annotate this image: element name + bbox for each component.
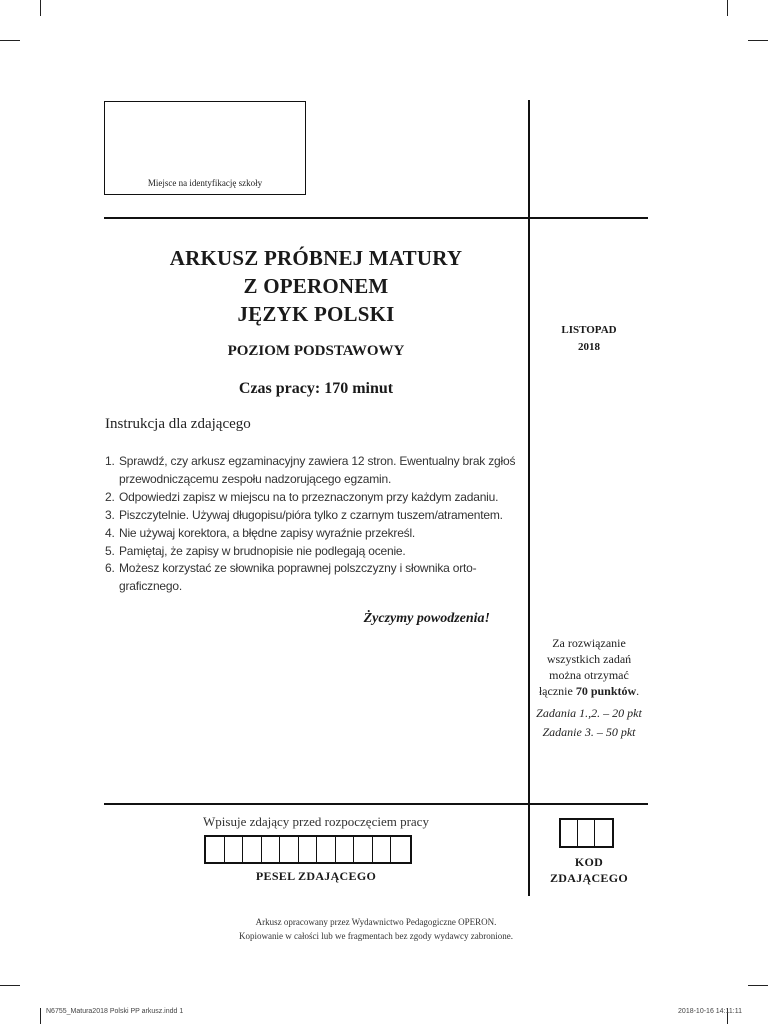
kod-label-line-2: ZDAJĄCEGO xyxy=(549,871,629,885)
instruction-item xyxy=(105,453,525,489)
instruction-number: 4. xyxy=(105,525,115,540)
time-label: Czas pracy: 170 minut xyxy=(238,380,394,397)
instruction-number: 3. xyxy=(105,507,115,522)
instruction-item xyxy=(105,543,525,561)
instruction-item xyxy=(105,525,525,543)
pesel-digit-cell[interactable] xyxy=(336,837,355,862)
tasks-line-2: Zadanie 3. – 50 pkt xyxy=(542,725,636,739)
school-id-label: Miejsce na identyfikację szkoły xyxy=(147,178,263,188)
publisher-footer xyxy=(104,915,648,943)
kod-digit-cell[interactable] xyxy=(595,820,612,846)
pesel-caption: Wpisuje zdający przed rozpoczęciem pracy xyxy=(203,814,429,829)
points-line-1: Za rozwiązanie xyxy=(552,636,626,650)
instruction-text: Możesz korzystać ze słownika poprawnej polszczyzny i słownika orto-graficznego. xyxy=(119,561,477,594)
tasks-line-1: Zadania 1.,2. – 20 pkt xyxy=(536,706,642,720)
points-line-3: można otrzymać xyxy=(549,668,629,682)
pesel-digit-cell[interactable] xyxy=(317,837,336,862)
footer-line-2: Kopiowanie w całości lub we fragmentach bez zgody wydawcy zabronione. xyxy=(239,931,513,941)
instruction-item xyxy=(105,507,525,525)
crop-mark-bottom-left-h xyxy=(0,985,20,986)
instruction-number: 5. xyxy=(105,543,115,558)
exam-month: LISTOPAD xyxy=(561,324,617,336)
pesel-digit-cell[interactable] xyxy=(262,837,281,862)
kod-input-grid[interactable] xyxy=(559,818,614,848)
pesel-digit-cell[interactable] xyxy=(206,837,225,862)
school-id-box xyxy=(104,101,306,195)
instruction-item xyxy=(105,560,525,596)
instruction-text: Pamiętaj, że zapisy w brudnopisie nie podlegają ocenie. xyxy=(119,543,406,558)
instruction-number: 2. xyxy=(105,489,115,504)
instructions-heading: Instrukcja dla zdającego xyxy=(105,416,251,432)
timestamp-slug: 2018-10-16 14:11:11 xyxy=(678,1008,742,1015)
pesel-label: PESEL ZDAJĄCEGO xyxy=(255,869,377,883)
pesel-digit-cell[interactable] xyxy=(354,837,373,862)
pesel-input-grid[interactable] xyxy=(204,835,412,864)
crop-mark-top-right xyxy=(727,0,728,16)
instruction-text: Odpowiedzi zapisz w miejscu na to przeznaczonym przy każdym zadaniu. xyxy=(119,489,499,504)
crop-mark-top-left-h xyxy=(0,40,20,41)
good-luck-wish: Życzymy powodzenia! xyxy=(363,611,490,626)
points-prefix: łącznie xyxy=(538,684,573,698)
instruction-number: 1. xyxy=(105,454,115,468)
instructions-list xyxy=(105,453,525,596)
pesel-digit-cell[interactable] xyxy=(280,837,299,862)
top-horizontal-rule xyxy=(104,217,648,219)
points-suffix: . xyxy=(636,684,640,698)
file-slug: N6755_Matura2018 Polski PP arkusz.indd 1 xyxy=(46,1008,184,1015)
level-label: POZIOM PODSTAWOWY xyxy=(227,343,405,359)
crop-mark-top-left xyxy=(40,0,41,16)
points-line-2: wszystkich zadań xyxy=(546,652,632,666)
kod-digit-cell[interactable] xyxy=(578,820,595,846)
instruction-text: Sprawdź, czy arkusz egzaminacyjny zawiera 12 stron. Ewentualny brak zgłoś przewodniczącemu zespołu nadzorującego egzamin. xyxy=(119,454,516,486)
crop-mark-bottom-right-h xyxy=(748,985,768,986)
footer-line-1: Arkusz opracowany przez Wydawnictwo Pedagogiczne OPERON. xyxy=(255,917,497,927)
points-line-4 xyxy=(530,683,648,699)
title-line-3: JĘZYK POLSKI xyxy=(237,302,395,326)
bottom-horizontal-rule xyxy=(104,803,648,805)
kod-label-line-1: KOD xyxy=(574,855,604,869)
vertical-divider xyxy=(528,100,530,896)
instruction-text: Piszczytelnie. Używaj długopisu/pióra tylko z czarnym tuszem/atramentem. xyxy=(119,507,503,522)
pesel-digit-cell[interactable] xyxy=(299,837,318,862)
title-line-1: ARKUSZ PRÓBNEJ MATURY xyxy=(169,246,463,270)
points-total: 70 punktów xyxy=(575,684,637,698)
kod-label xyxy=(530,854,648,886)
pesel-digit-cell[interactable] xyxy=(243,837,262,862)
pesel-digit-cell[interactable] xyxy=(225,837,244,862)
pesel-digit-cell[interactable] xyxy=(373,837,392,862)
instruction-text: Nie używaj korektora, a błędne zapisy wyraźnie przekreśl. xyxy=(119,525,416,540)
exam-year: 2018 xyxy=(578,341,600,353)
instruction-number: 6. xyxy=(105,561,115,576)
kod-digit-cell[interactable] xyxy=(561,820,578,846)
instruction-item xyxy=(105,489,525,507)
title-line-2: Z OPERONEM xyxy=(243,274,389,298)
crop-mark-top-right-h xyxy=(748,40,768,41)
crop-mark-bottom-left xyxy=(40,1008,41,1024)
pesel-digit-cell[interactable] xyxy=(391,837,410,862)
